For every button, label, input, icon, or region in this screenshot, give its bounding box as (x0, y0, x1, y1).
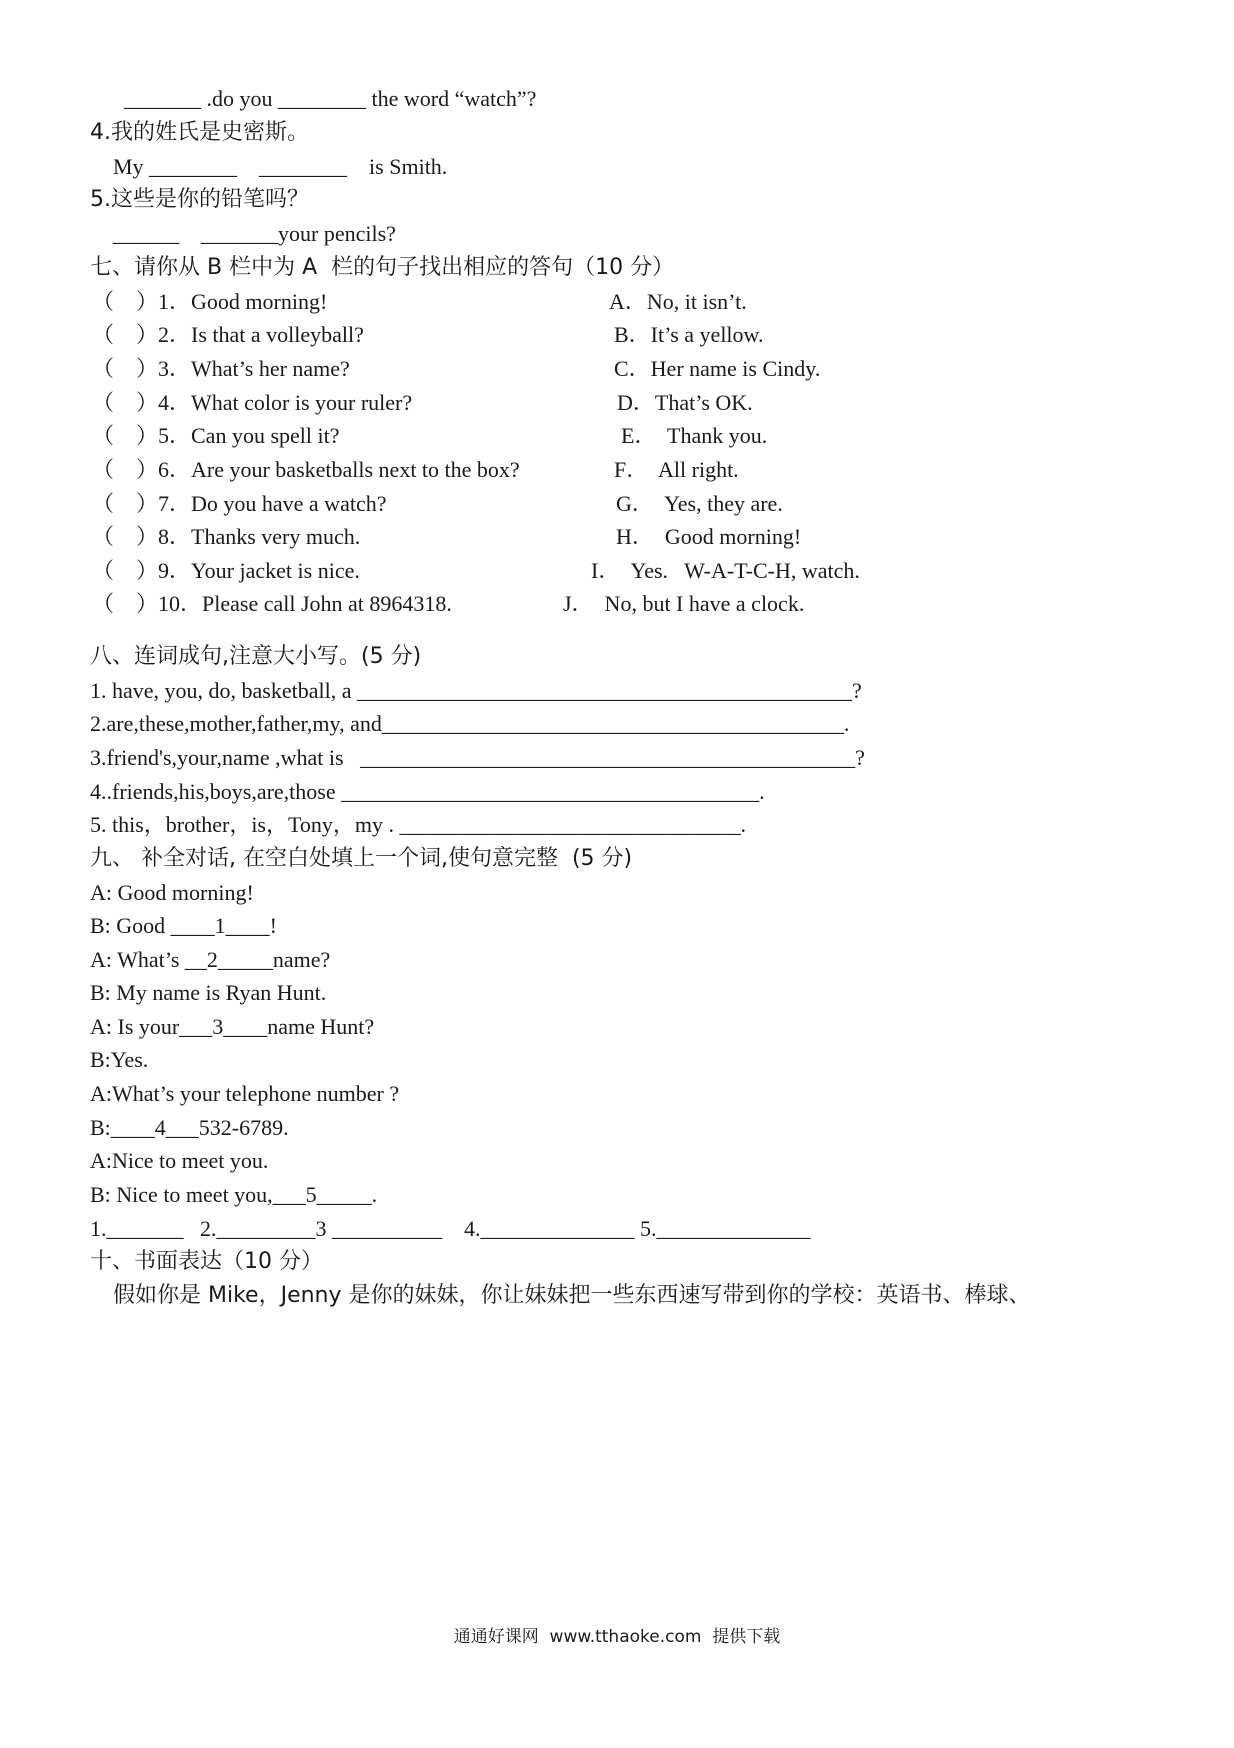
sentence-item-1: 1. have, you, do, basketball, a _____________________________________________? (90, 678, 862, 703)
matching-question-3: （ ）3．What’s her name? (92, 356, 350, 381)
question-4-english: My ________ ________ is Smith. (113, 154, 448, 179)
sentence-item-4: 4..friends,his,boys,are,those ______________________________________. (90, 779, 765, 804)
page-footer: 通通好课网 www.tthaoke.com 提供下载 (453, 1627, 781, 1647)
matching-answer-a: A．No, it isn’t. (609, 289, 747, 314)
question-5-english: ______ _______your pencils? (113, 221, 396, 246)
dialogue-line-5: A: Is your___3____name Hunt? (90, 1014, 375, 1039)
dialogue-line-2: B: Good ____1____! (90, 913, 277, 938)
matching-question-2: （ ）2．Is that a volleyball? (92, 322, 364, 347)
sentence-item-3: 3.friend's,your,name ,what is _____________________________________________? (90, 745, 865, 770)
question-4-chinese: 4.我的姓氏是史密斯。 (90, 120, 309, 145)
dialogue-line-1: A: Good morning! (90, 880, 254, 905)
matching-answer-i: I． Yes. W-A-T-C-H, watch. (591, 558, 860, 583)
matching-question-6: （ ）6．Are your basketballs next to the box? (92, 457, 520, 482)
matching-answer-j: J． No, but I have a clock. (563, 591, 805, 616)
matching-question-1: （ ）1．Good morning! (92, 289, 328, 314)
sentence-item-2: 2.are,these,mother,father,my, and__________________________________________. (90, 711, 850, 736)
dialogue-line-6: B:Yes. (90, 1047, 149, 1072)
answer-blanks-row: 1._______ 2._________3 __________ 4.______________ 5.______________ (90, 1216, 811, 1241)
matching-answer-e: E． Thank you. (621, 423, 768, 448)
dialogue-line-10: B: Nice to meet you,___5_____. (90, 1182, 378, 1207)
section-9-heading: 九、 补全对话, 在空白处填上一个词,使句意完整 (5 分) (90, 846, 633, 871)
matching-answer-h: H． Good morning! (616, 524, 802, 549)
writing-prompt: 假如你是 Mike，Jenny 是你的妹妹，你让妹妹把一些东西速写带到你的学校：英语书、棒球、 (113, 1283, 1031, 1308)
section-10-heading: 十、书面表达（10 分） (90, 1249, 323, 1274)
matching-question-5: （ ）5．Can you spell it? (92, 423, 340, 448)
matching-question-7: （ ）7．Do you have a watch? (92, 491, 387, 516)
matching-question-9: （ ）9．Your jacket is nice. (92, 558, 360, 583)
dialogue-line-9: A:Nice to meet you. (90, 1148, 269, 1173)
dialogue-line-8: B:____4___532-6789. (90, 1115, 289, 1140)
matching-answer-d: D．That’s OK. (617, 390, 753, 415)
matching-answer-g: G． Yes, they are. (616, 491, 783, 516)
dialogue-line-7: A:What’s your telephone number ? (90, 1081, 400, 1106)
matching-answer-c: C．Her name is Cindy. (614, 356, 821, 381)
matching-question-4: （ ）4．What color is your ruler? (92, 390, 413, 415)
question-5-chinese: 5.这些是你的铅笔吗？ (90, 187, 309, 212)
matching-answer-f: F． All right. (614, 457, 739, 482)
section-7-heading: 七、请你从 B 栏中为 A 栏的句子找出相应的答句（10 分） (90, 255, 675, 280)
section-8-heading: 八、连词成句,注意大小写。(5 分) (90, 644, 422, 669)
fill-blank-line-watch: _______ .do you ________ the word “watch”? (124, 86, 537, 111)
dialogue-line-3: A: What’s __2_____name? (90, 947, 331, 972)
dialogue-line-4: B: My name is Ryan Hunt. (90, 980, 327, 1005)
matching-question-10: （ ）10．Please call John at 8964318. (92, 591, 452, 616)
matching-question-8: （ ）8．Thanks very much. (92, 524, 361, 549)
matching-answer-b: B．It’s a yellow. (614, 322, 764, 347)
sentence-item-5: 5. this，brother，is，Tony，my . _______________________________. (90, 812, 747, 837)
